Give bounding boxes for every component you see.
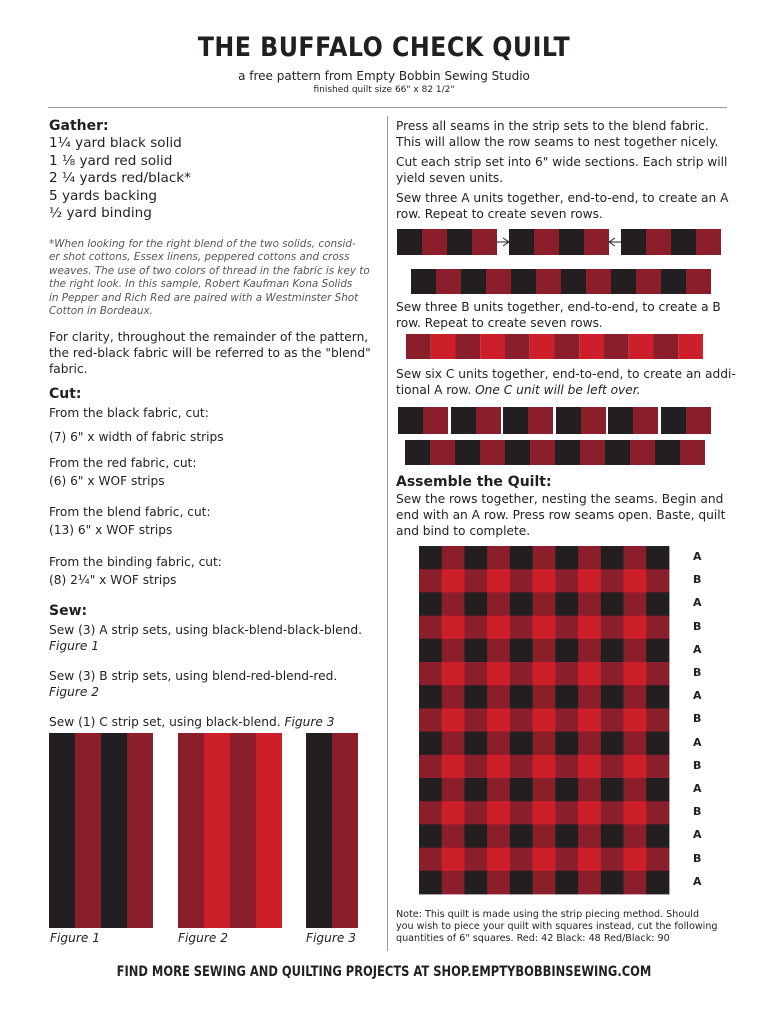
row-label: A <box>693 828 702 842</box>
quilt-square <box>510 592 533 616</box>
quilt-square <box>419 569 442 593</box>
quilt-square <box>624 708 647 732</box>
quilt-square <box>464 732 487 756</box>
quilt-square <box>419 778 442 802</box>
c-unit-square <box>581 407 606 434</box>
quilt-square <box>533 824 556 848</box>
a-row-square <box>436 269 461 294</box>
clarity-paragraph: For clarity, throughout the remainder of the pattern, the red-black fabric will be referred to as the "blend" fabric. <box>49 330 371 376</box>
a-row-square <box>661 269 686 294</box>
quilt-square <box>578 569 601 593</box>
quilt-square <box>510 708 533 732</box>
assemble-paragraph: Sew the rows together, nesting the seams. Begin and end with an A row. Press row seams open. Baste, quilt and bind to complete. <box>396 492 726 538</box>
a-unit-square <box>397 229 422 255</box>
c-row-square <box>630 440 655 465</box>
c-row-square <box>455 440 480 465</box>
quilt-square <box>646 639 669 663</box>
c-row-square <box>555 440 580 465</box>
a-row-square <box>461 269 486 294</box>
quilt-square <box>487 848 510 872</box>
quilt-square <box>442 708 465 732</box>
quilt-square <box>578 848 601 872</box>
quilt-square <box>464 801 487 825</box>
figure-2-strip <box>256 733 282 928</box>
quilt-square <box>555 685 578 709</box>
b-row-square <box>654 334 679 359</box>
quilt-square <box>578 732 601 756</box>
figure-1-strip <box>75 733 101 928</box>
a-unit-square <box>534 229 559 255</box>
quilt-square <box>578 546 601 570</box>
quilt-square <box>555 732 578 756</box>
quilt-square <box>601 778 624 802</box>
gather-item: 1¼ yard black solid <box>49 135 182 151</box>
a-unit-square <box>422 229 447 255</box>
c-unit-square <box>423 407 448 434</box>
quilt-square <box>419 592 442 616</box>
c-unit-square <box>608 407 633 434</box>
quilt-square <box>578 708 601 732</box>
gather-heading: Gather: <box>49 118 109 134</box>
quilt-square <box>419 801 442 825</box>
quilt-square <box>533 569 556 593</box>
quilt-square <box>578 662 601 686</box>
b-row-square <box>555 334 580 359</box>
b-row-square <box>678 334 703 359</box>
quilt-square <box>419 616 442 640</box>
quilt-square <box>419 662 442 686</box>
quilt-square <box>646 801 669 825</box>
quilt-square <box>487 708 510 732</box>
quilt-square <box>646 824 669 848</box>
gather-item: 2 ¼ yards red/black* <box>49 170 191 186</box>
c-row-square <box>680 440 705 465</box>
quilt-square <box>646 592 669 616</box>
quilt-square <box>601 848 624 872</box>
quilt-square <box>533 708 556 732</box>
quilt-square <box>624 871 647 895</box>
a-row-paragraph: Sew three A units together, end-to-end, to create an A row. Repeat to create seven rows. <box>396 191 729 221</box>
quilt-square <box>646 708 669 732</box>
b-row-square <box>505 334 530 359</box>
quilt-square <box>442 616 465 640</box>
quilt-square <box>646 732 669 756</box>
quilt-square <box>510 801 533 825</box>
a-unit-square <box>472 229 497 255</box>
quilt-square <box>464 708 487 732</box>
figure-1-strip <box>101 733 127 928</box>
quilt-square <box>601 708 624 732</box>
quilt-square <box>442 546 465 570</box>
assemble-heading: Assemble the Quilt: <box>396 474 552 490</box>
quilt-square <box>442 569 465 593</box>
a-row-square <box>686 269 711 294</box>
quilt-square <box>646 871 669 895</box>
quilt-square <box>601 592 624 616</box>
quilt-square <box>510 639 533 663</box>
quilt-square <box>578 778 601 802</box>
quilt-square <box>510 732 533 756</box>
quilt-square <box>510 755 533 779</box>
footer-link-text: FIND MORE SEWING AND QUILTING PROJECTS AT SHOP.EMPTYBOBBINSEWING.COM <box>116 964 652 980</box>
quilt-square <box>555 778 578 802</box>
c-row-square <box>580 440 605 465</box>
b-row-paragraph: Sew three B units together, end-to-end, to create a B row. Repeat to create seven rows. <box>396 300 721 330</box>
quilt-square <box>487 824 510 848</box>
quilt-square <box>601 662 624 686</box>
quilt-square <box>510 616 533 640</box>
arrow-left-icon <box>609 238 615 242</box>
row-label: B <box>693 712 702 726</box>
quilt-square <box>464 592 487 616</box>
quilt-square <box>578 616 601 640</box>
quilt-square <box>601 685 624 709</box>
quilt-square <box>419 639 442 663</box>
quilt-square <box>464 755 487 779</box>
b-row-square <box>579 334 604 359</box>
quilt-square <box>601 871 624 895</box>
a-unit-square <box>696 229 721 255</box>
quilt-square <box>555 871 578 895</box>
sew-b: Sew (3) B strip sets, using blend-red-blend-red. Figure 2 <box>49 669 338 699</box>
cut-group-black: From the black fabric, cut: (7) 6" x width of fabric strips <box>49 406 224 444</box>
quilt-square <box>533 871 556 895</box>
figure-2-label: Figure 2 <box>178 931 228 945</box>
quilt-square <box>510 824 533 848</box>
quilt-square <box>555 546 578 570</box>
c-unit-square <box>686 407 711 434</box>
row-label: B <box>693 851 702 865</box>
quilt-square <box>533 616 556 640</box>
quilt-square <box>487 685 510 709</box>
arrow-right-icon <box>503 238 509 242</box>
a-row-square <box>411 269 436 294</box>
c-row-square <box>430 440 455 465</box>
row-label: B <box>693 666 702 679</box>
quilt-square <box>555 569 578 593</box>
quilt-square <box>419 546 442 570</box>
c-unit-square <box>661 407 686 434</box>
piecing-note: Note: This quilt is made using the strip piecing method. Should you wish to piece your quilt with squares instead, cut the following quantities of 6" squares. Red: 42 Black: 48 Red/Black: 90 <box>396 909 718 944</box>
a-unit-square <box>584 229 609 255</box>
quilt-square <box>464 848 487 872</box>
quilt-square <box>464 778 487 802</box>
quilt-square <box>555 708 578 732</box>
quilt-square <box>646 662 669 686</box>
quilt-square <box>555 824 578 848</box>
b-row-square <box>456 334 481 359</box>
quilt-square <box>601 616 624 640</box>
c-unit-square <box>398 407 423 434</box>
quilt-square <box>487 871 510 895</box>
quilt-square <box>533 685 556 709</box>
c-row-square <box>530 440 555 465</box>
quilt-square <box>487 801 510 825</box>
fabric-note: *When looking for the right blend of the two solids, consid- er shot cottons, Essex linens, peppered cottons and cross weaves. The use of two colors of thread in the fabric is key to the right look. In this sample, Robert Kaufman Kona Solids in Pepper and Rich Red are paired with a Westminster Shot Cotton in Bordeaux. <box>49 238 370 318</box>
figure-2-strip <box>204 733 230 928</box>
figure-3-strip <box>332 733 358 928</box>
row-label: A <box>693 642 702 656</box>
quilt-square <box>578 871 601 895</box>
quilt-square <box>533 662 556 686</box>
quilt-square <box>601 546 624 570</box>
quilt-square <box>646 848 669 872</box>
gather-item: 5 yards backing <box>49 187 158 204</box>
quilt-square <box>487 639 510 663</box>
a-unit-square <box>621 229 646 255</box>
row-label: B <box>693 573 702 587</box>
quilt-square <box>419 732 442 756</box>
arrow-left-icon <box>609 242 615 246</box>
quilt-square <box>533 778 556 802</box>
quilt-square <box>487 778 510 802</box>
quilt-square <box>510 662 533 686</box>
gather-item: 1 ⅛ yard red solid <box>49 152 173 169</box>
quilt-square <box>419 755 442 779</box>
cut-heading: Cut: <box>49 386 82 402</box>
quilt-square <box>533 592 556 616</box>
quilt-square <box>487 616 510 640</box>
c-row-paragraph: Sew six C units together, end-to-end, to create an addi- tional A row. One C unit will be left over. <box>396 367 736 397</box>
quilt-square <box>442 778 465 802</box>
quilt-square <box>624 685 647 709</box>
page-subtitle: a free pattern from Empty Bobbin Sewing Studio <box>238 69 530 83</box>
quilt-square <box>442 824 465 848</box>
quilt-square <box>555 616 578 640</box>
quilt-square <box>578 824 601 848</box>
row-label: A <box>693 782 702 795</box>
quilt-square <box>464 569 487 593</box>
sew-a: Sew (3) A strip sets, using black-blend-black-blend. Figure 1 <box>49 623 363 653</box>
quilt-square <box>464 824 487 848</box>
c-row-square <box>505 440 530 465</box>
quilt-square <box>487 546 510 570</box>
quilt-square <box>646 778 669 802</box>
quilt-square <box>624 824 647 848</box>
a-row-square <box>511 269 536 294</box>
quilt-square <box>442 685 465 709</box>
quilt-square <box>624 639 647 663</box>
a-unit-square <box>671 229 696 255</box>
b-row-square <box>530 334 555 359</box>
c-unit-square <box>528 407 553 434</box>
quilt-square <box>419 708 442 732</box>
press-paragraph: Press all seams in the strip sets to the blend fabric. This will allow the row seams to nest together nicely. <box>396 119 719 149</box>
quilt-square <box>442 871 465 895</box>
quilt-square <box>624 616 647 640</box>
c-unit-square <box>556 407 581 434</box>
figure-1-strip <box>49 733 75 928</box>
quilt-square <box>442 592 465 616</box>
quilt-square <box>533 755 556 779</box>
quilt-square <box>510 569 533 593</box>
b-row-square <box>406 334 431 359</box>
row-label: A <box>693 874 702 888</box>
quilt-square <box>442 848 465 872</box>
figure-3-strip <box>306 733 332 928</box>
quilt-square <box>601 732 624 756</box>
a-unit-square <box>559 229 584 255</box>
cut-units-paragraph: Cut each strip set into 6" wide sections. Each strip will yield seven units. <box>396 155 728 185</box>
quilt-square <box>624 662 647 686</box>
row-label: A <box>693 689 702 703</box>
figure-1-label: Figure 1 <box>50 931 100 945</box>
quilt-square <box>487 662 510 686</box>
quilt-square <box>419 848 442 872</box>
quilt-square <box>510 685 533 709</box>
c-row-square <box>655 440 680 465</box>
a-row-square <box>561 269 586 294</box>
quilt-square <box>646 685 669 709</box>
cut-group-red: From the red fabric, cut: (6) 6" x WOF strips <box>49 456 197 488</box>
quilt-square <box>624 569 647 593</box>
quilt-square <box>624 755 647 779</box>
quilt-square <box>578 801 601 825</box>
quilt-square <box>419 685 442 709</box>
figure-2-strip <box>178 733 204 928</box>
quilt-square <box>555 592 578 616</box>
sew-heading: Sew: <box>49 603 88 619</box>
figure-2-strip <box>230 733 256 928</box>
cut-group-blend: From the blend fabric, cut: (13) 6" x WOF strips <box>49 505 211 537</box>
row-label: B <box>693 758 702 772</box>
quilt-square <box>464 685 487 709</box>
quilt-square <box>464 639 487 663</box>
a-row-square <box>486 269 511 294</box>
b-row-square <box>604 334 629 359</box>
quilt-square <box>487 569 510 593</box>
b-row-square <box>629 334 654 359</box>
c-row-square <box>480 440 505 465</box>
gather-item: ½ yard binding <box>49 205 152 221</box>
quilt-square <box>578 755 601 779</box>
figure-3-label: Figure 3 <box>306 931 356 945</box>
quilt-square <box>601 801 624 825</box>
quilt-square <box>624 546 647 570</box>
quilt-square <box>624 732 647 756</box>
row-label: B <box>693 805 702 819</box>
quilt-square <box>555 662 578 686</box>
c-unit-square <box>633 407 658 434</box>
finished-size: finished quilt size 66" x 82 1/2" <box>313 85 455 95</box>
quilt-square <box>464 871 487 895</box>
quilt-square <box>646 616 669 640</box>
a-row-square <box>611 269 636 294</box>
arrow-right-icon <box>503 242 509 246</box>
quilt-square <box>510 848 533 872</box>
quilt-square <box>442 755 465 779</box>
quilt-square <box>601 824 624 848</box>
quilt-square <box>646 569 669 593</box>
cut-group-binding: From the binding fabric, cut: (8) 2¼" x WOF strips <box>49 555 222 587</box>
b-row-square <box>480 334 505 359</box>
quilt-square <box>487 755 510 779</box>
a-unit-square <box>447 229 472 255</box>
page-title: THE BUFFALO CHECK QUILT <box>197 32 571 63</box>
c-row-square <box>405 440 430 465</box>
quilt-square <box>442 639 465 663</box>
quilt-square <box>624 848 647 872</box>
quilt-square <box>533 732 556 756</box>
quilt-square <box>510 546 533 570</box>
a-row-square <box>536 269 561 294</box>
quilt-square <box>487 732 510 756</box>
c-row-square <box>605 440 630 465</box>
row-label: A <box>693 596 702 610</box>
quilt-square <box>419 871 442 895</box>
a-row-square <box>636 269 661 294</box>
quilt-square <box>487 592 510 616</box>
quilt-square <box>464 546 487 570</box>
c-unit-square <box>503 407 528 434</box>
b-row-square <box>431 334 456 359</box>
quilt-square <box>442 662 465 686</box>
figure-1-strip <box>127 733 153 928</box>
quilt-square <box>555 801 578 825</box>
quilt-square <box>464 616 487 640</box>
quilt-square <box>533 801 556 825</box>
quilt-square <box>555 848 578 872</box>
quilt-square <box>601 639 624 663</box>
quilt-square <box>510 778 533 802</box>
quilt-square <box>578 685 601 709</box>
quilt-square <box>601 569 624 593</box>
quilt-square <box>533 639 556 663</box>
row-label: B <box>693 619 702 633</box>
a-row-square <box>586 269 611 294</box>
quilt-square <box>646 546 669 570</box>
quilt-square <box>555 639 578 663</box>
quilt-square <box>555 755 578 779</box>
quilt-square <box>578 639 601 663</box>
quilt-square <box>464 662 487 686</box>
c-unit-square <box>451 407 476 434</box>
quilt-square <box>442 732 465 756</box>
row-label: A <box>693 550 702 563</box>
quilt-square <box>578 592 601 616</box>
quilt-square <box>533 546 556 570</box>
quilt-square <box>624 801 647 825</box>
c-unit-square <box>476 407 501 434</box>
a-unit-square <box>509 229 534 255</box>
quilt-square <box>510 871 533 895</box>
quilt-square <box>624 778 647 802</box>
quilt-square <box>646 755 669 779</box>
quilt-square <box>601 755 624 779</box>
a-unit-square <box>646 229 671 255</box>
quilt-square <box>442 801 465 825</box>
sew-c: Sew (1) C strip set, using black-blend. Figure 3 <box>49 715 335 729</box>
row-label: A <box>693 735 702 749</box>
quilt-square <box>533 848 556 872</box>
quilt-square <box>419 824 442 848</box>
quilt-square <box>624 592 647 616</box>
